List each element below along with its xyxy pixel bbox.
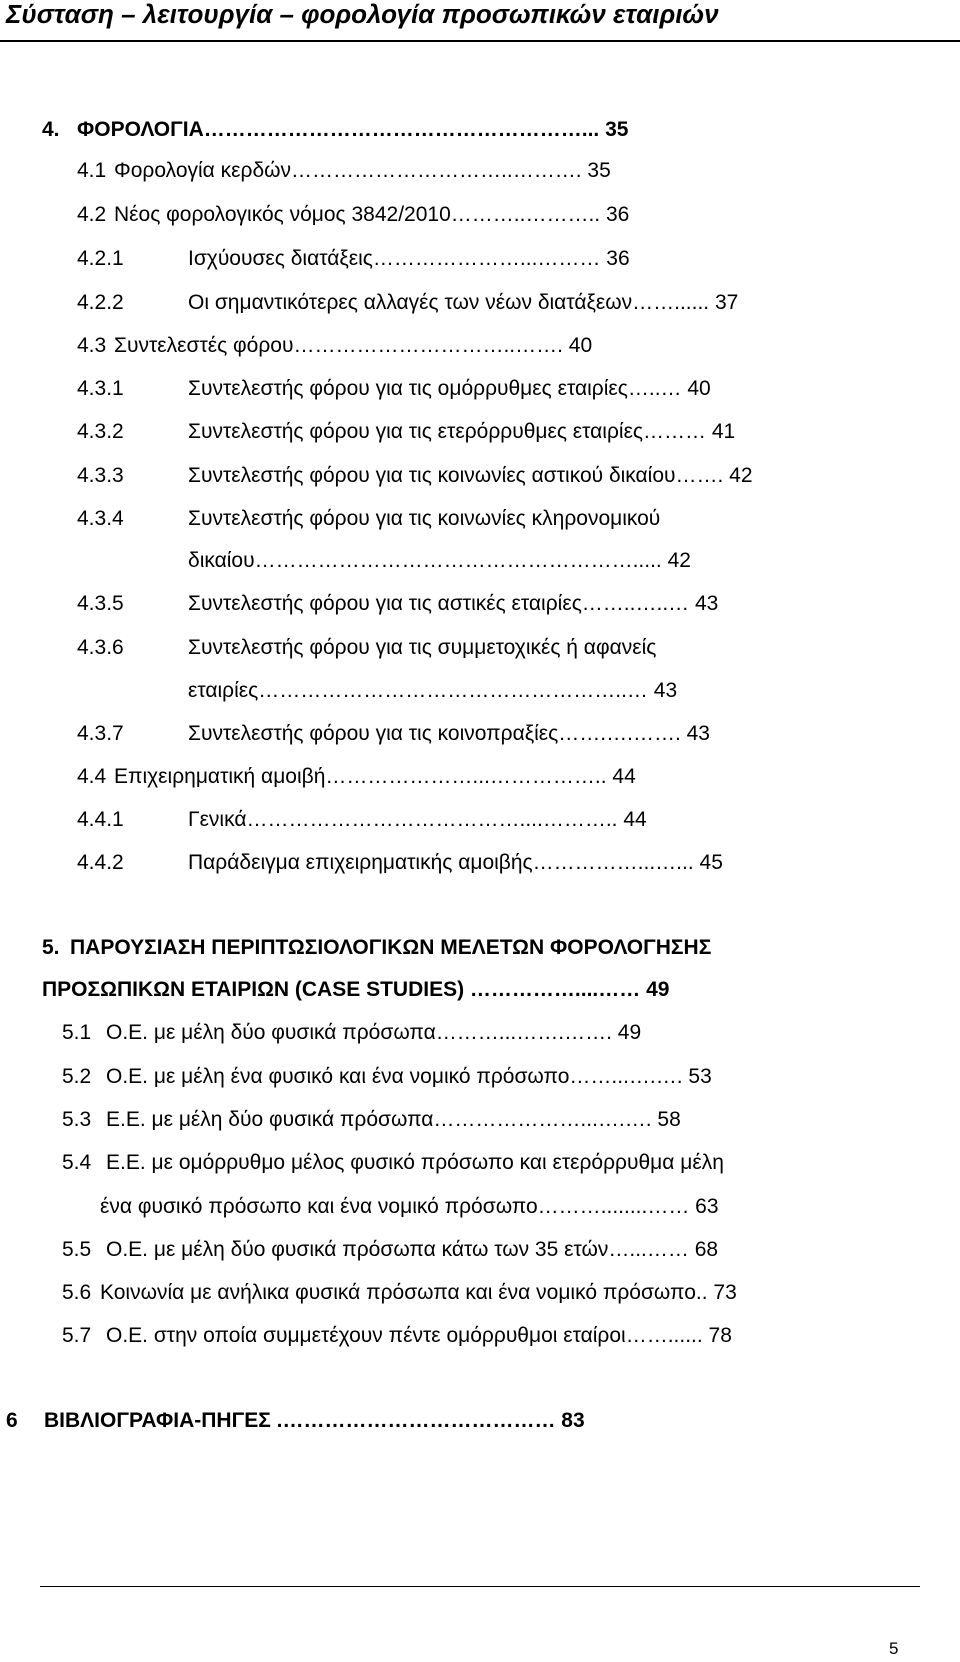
page-number: 5 [889,1639,899,1658]
toc-text: Συντελεστής φόρου για τις κοινοπραξίες…….….……. 43 [188,722,710,745]
toc-number: 4.4 [77,765,107,788]
toc-number: 5.3 [62,1108,92,1131]
toc-number: 4.3.7 [77,722,124,745]
toc-text: δικαίου………………………………………………..... 42 [188,549,691,572]
toc-text: Γενικά…………………………………....……….. 44 [188,808,647,831]
toc-number: 5.1 [62,1021,92,1044]
toc-text: Ε.Ε. με μέλη δύο φυσικά πρόσωπα…………………...….…. 58 [106,1108,681,1131]
toc-number: 4.2.2 [77,291,124,314]
toc-number: 4.3.4 [77,507,124,530]
toc-number: 4.4.1 [77,808,124,831]
footer-divider [40,1586,920,1587]
toc-text: Ε.Ε. με ομόρρυθμο μέλος φυσικό πρόσωπο και ετερόρρυθμα μέλη [106,1151,724,1174]
toc-text: Παράδειγμα επιχειρηματικής αμοιβής……………...…... 45 [188,851,723,874]
toc-text: Κοινωνία με ανήλικα φυσικά πρόσωπα και ένα νομικό πρόσωπο.. 73 [100,1281,737,1304]
toc-text: Ο.Ε. με μέλη δύο φυσικά πρόσωπα κάτω των 35 ετών…...…… 68 [106,1238,719,1261]
toc-text: Φορολογία κερδών…………………………..………. 35 [114,159,611,182]
toc-number: 5.2 [62,1065,92,1088]
toc-text: Συντελεστής φόρου για τις αστικές εταιρίες……..…..… 43 [188,592,719,615]
toc-text: Συντελεστής φόρου για τις συμμετοχικές ή αφανείς [188,636,657,659]
toc-text: ΠΑΡΟΥΣΙΑΣΗ ΠΕΡΙΠΤΩΣΙΟΛΟΓΙΚΩΝ ΜΕΛΕΤΩΝ ΦΟΡΟΛΟΓΗΣΗΣ [70,936,712,959]
toc-number: 4.3.5 [77,592,124,615]
toc-number: 4.3.6 [77,636,124,659]
toc-text: ΦΟΡΟΛΟΓΙΑ………………………………………………... 35 [77,118,629,141]
toc-text: Συντελεστής φόρου για τις κοινωνίες αστικού δικαίου……. 42 [188,464,753,487]
toc-number: 4.3.1 [77,377,124,400]
toc-number: 5.4 [62,1151,92,1174]
toc-number: 4.1 [77,159,107,182]
toc-text: Ο.Ε. με μέλη ένα φυσικό και ένα νομικό πρόσωπο……...….…. 53 [106,1065,712,1088]
toc-number: 4. [42,118,60,141]
toc-text: Συντελεστής φόρου για τις κοινωνίες κληρονομικού [188,507,661,530]
toc-number: 4.4.2 [77,851,124,874]
toc-number: 5.5 [62,1238,92,1261]
page-header-title: Σύσταση – λειτουργία – φορολογία προσωπικών εταιριών [6,0,719,29]
toc-text: Συντελεστές φόρου…………………………..……. 40 [114,334,593,357]
toc-text: Συντελεστής φόρου για τις ετερόρρυθμες εταιρίες……… 41 [188,420,736,443]
toc-text: ένα φυσικό πρόσωπο και ένα νομικό πρόσωπο………........…… 63 [100,1195,719,1218]
toc-text: Ο.Ε. στην οποία συμμετέχουν πέντε ομόρρυθμοι εταίροι……...... 78 [106,1324,732,1347]
toc-number: 4.2 [77,203,107,226]
toc-text: Ισχύουσες διατάξεις…………………...……… 36 [188,247,630,270]
toc-number: 5.6 [62,1281,92,1304]
toc-text: ΠΡΟΣΩΠΙΚΩΝ ΕΤΑΙΡΙΩΝ (CASE STUDIES) ……………....…… 49 [42,978,670,1001]
toc-text: Οι σημαντικότερες αλλαγές των νέων διατάξεων……...... 37 [188,291,739,314]
toc-number: 4.2.1 [77,247,124,270]
toc-text: Επιχειρηματική αμοιβή…………………...…………….. 44 [114,765,636,788]
toc-text: εταιρίες……………………………………………..… 43 [188,679,678,702]
toc-number: 5. [42,936,60,959]
toc-number: 4.3.2 [77,420,124,443]
toc-text: Νέος φορολογικός νόμος 3842/2010………..……….. 36 [114,203,630,226]
toc-number: 4.3.3 [77,464,124,487]
toc-text: ΒΙΒΛΙΟΓΡΑΦΙΑ-ΠΗΓΕΣ .………………………………… 83 [44,1409,585,1432]
toc-text: Ο.Ε. με μέλη δύο φυσικά πρόσωπα………...…….……. 49 [106,1021,642,1044]
toc-number: 4.3 [77,334,107,357]
toc-text: Συντελεστής φόρου για τις ομόρρυθμες εταιρίες…..… 40 [188,377,711,400]
toc-number: 5.7 [62,1324,92,1347]
toc-number: 6 [6,1409,18,1432]
